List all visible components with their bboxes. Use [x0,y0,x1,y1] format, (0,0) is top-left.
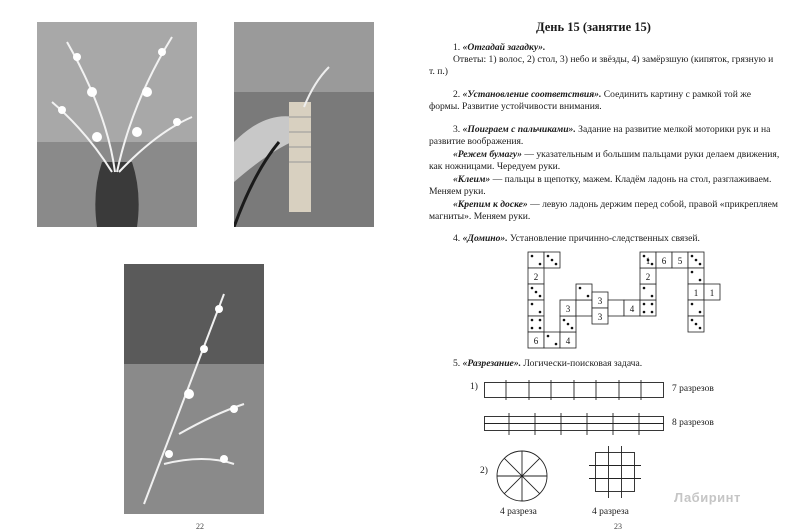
domino-number: 5 [677,256,683,266]
task-3-item-1: «Режем бумагу» — указательным и большим пальцами руки делаем движения, как ножницами. Чередуем руки. [429,149,780,173]
cut-label-3: 4 разреза [500,507,537,517]
task-3-item-2: «Клеим» — пальцы в щепотку, мажем. Кладём ладонь на стол, разглаживаем. Меняем руки. [429,174,772,198]
domino-number: 3 [565,304,571,314]
domino-number: 1 [693,288,699,298]
domino-number: 6 [533,336,539,346]
photo-branches-in-vase [37,22,197,227]
domino-number: 3 [597,296,603,306]
task-5: 5. «Разрезание». Логически-поисковая задача. [453,358,643,369]
domino-number: 3 [597,312,603,322]
domino-number: 2 [533,272,539,282]
domino-number: 6 [661,256,667,266]
square-4-cuts [589,446,641,498]
task-4: 4. «Домино». Установление причинно-следственных связей. [453,233,700,244]
strip-8-cuts [484,413,664,435]
domino-number: 2 [645,272,651,282]
circle-4-cuts [494,448,550,504]
task-2: 2. «Установление соответствия». Соединить картину с рамкой той же формы. Развитие устойчивости внимания. [429,89,752,113]
photo-hand-with-twig [234,22,374,227]
domino-number: 4 [565,336,571,346]
domino-number: 1 [709,288,715,298]
domino-number: 1 [645,256,651,266]
task-3: 3. «Поиграем с пальчиками». Задание на развитие мелкой моторики рук и на развитие воображения. [429,124,771,148]
watermark-logo: Лабиринт [674,490,741,505]
domino-number: 4 [629,304,635,314]
cut-label-2: 8 разрезов [672,418,714,428]
cut-label-1: 7 разрезов [672,384,714,394]
page-number-left: 22 [196,522,204,531]
strip-7-cuts [484,380,664,400]
task-3-item-3: «Крепим к доске» — левую ладонь держим перед собой, правой «прикрепляем магниты». Меняем руки. [429,199,779,223]
page-number-right: 23 [614,522,622,531]
task-1-answers: Ответы: 1) волос, 2) стол, 3) небо и звёзды, 4) замёрзшую (кипяток, грязную и т. п.) [429,54,774,78]
task-1: 1. «Отгадай загадку». [453,42,546,53]
page-title: День 15 (занятие 15) [536,20,651,34]
domino-diagram [520,252,720,354]
photo-twig-on-table [124,264,264,514]
cut-part-2-label: 2) [480,466,488,476]
cut-part-1-label: 1) [470,382,478,392]
cut-label-4: 4 разреза [592,507,629,517]
